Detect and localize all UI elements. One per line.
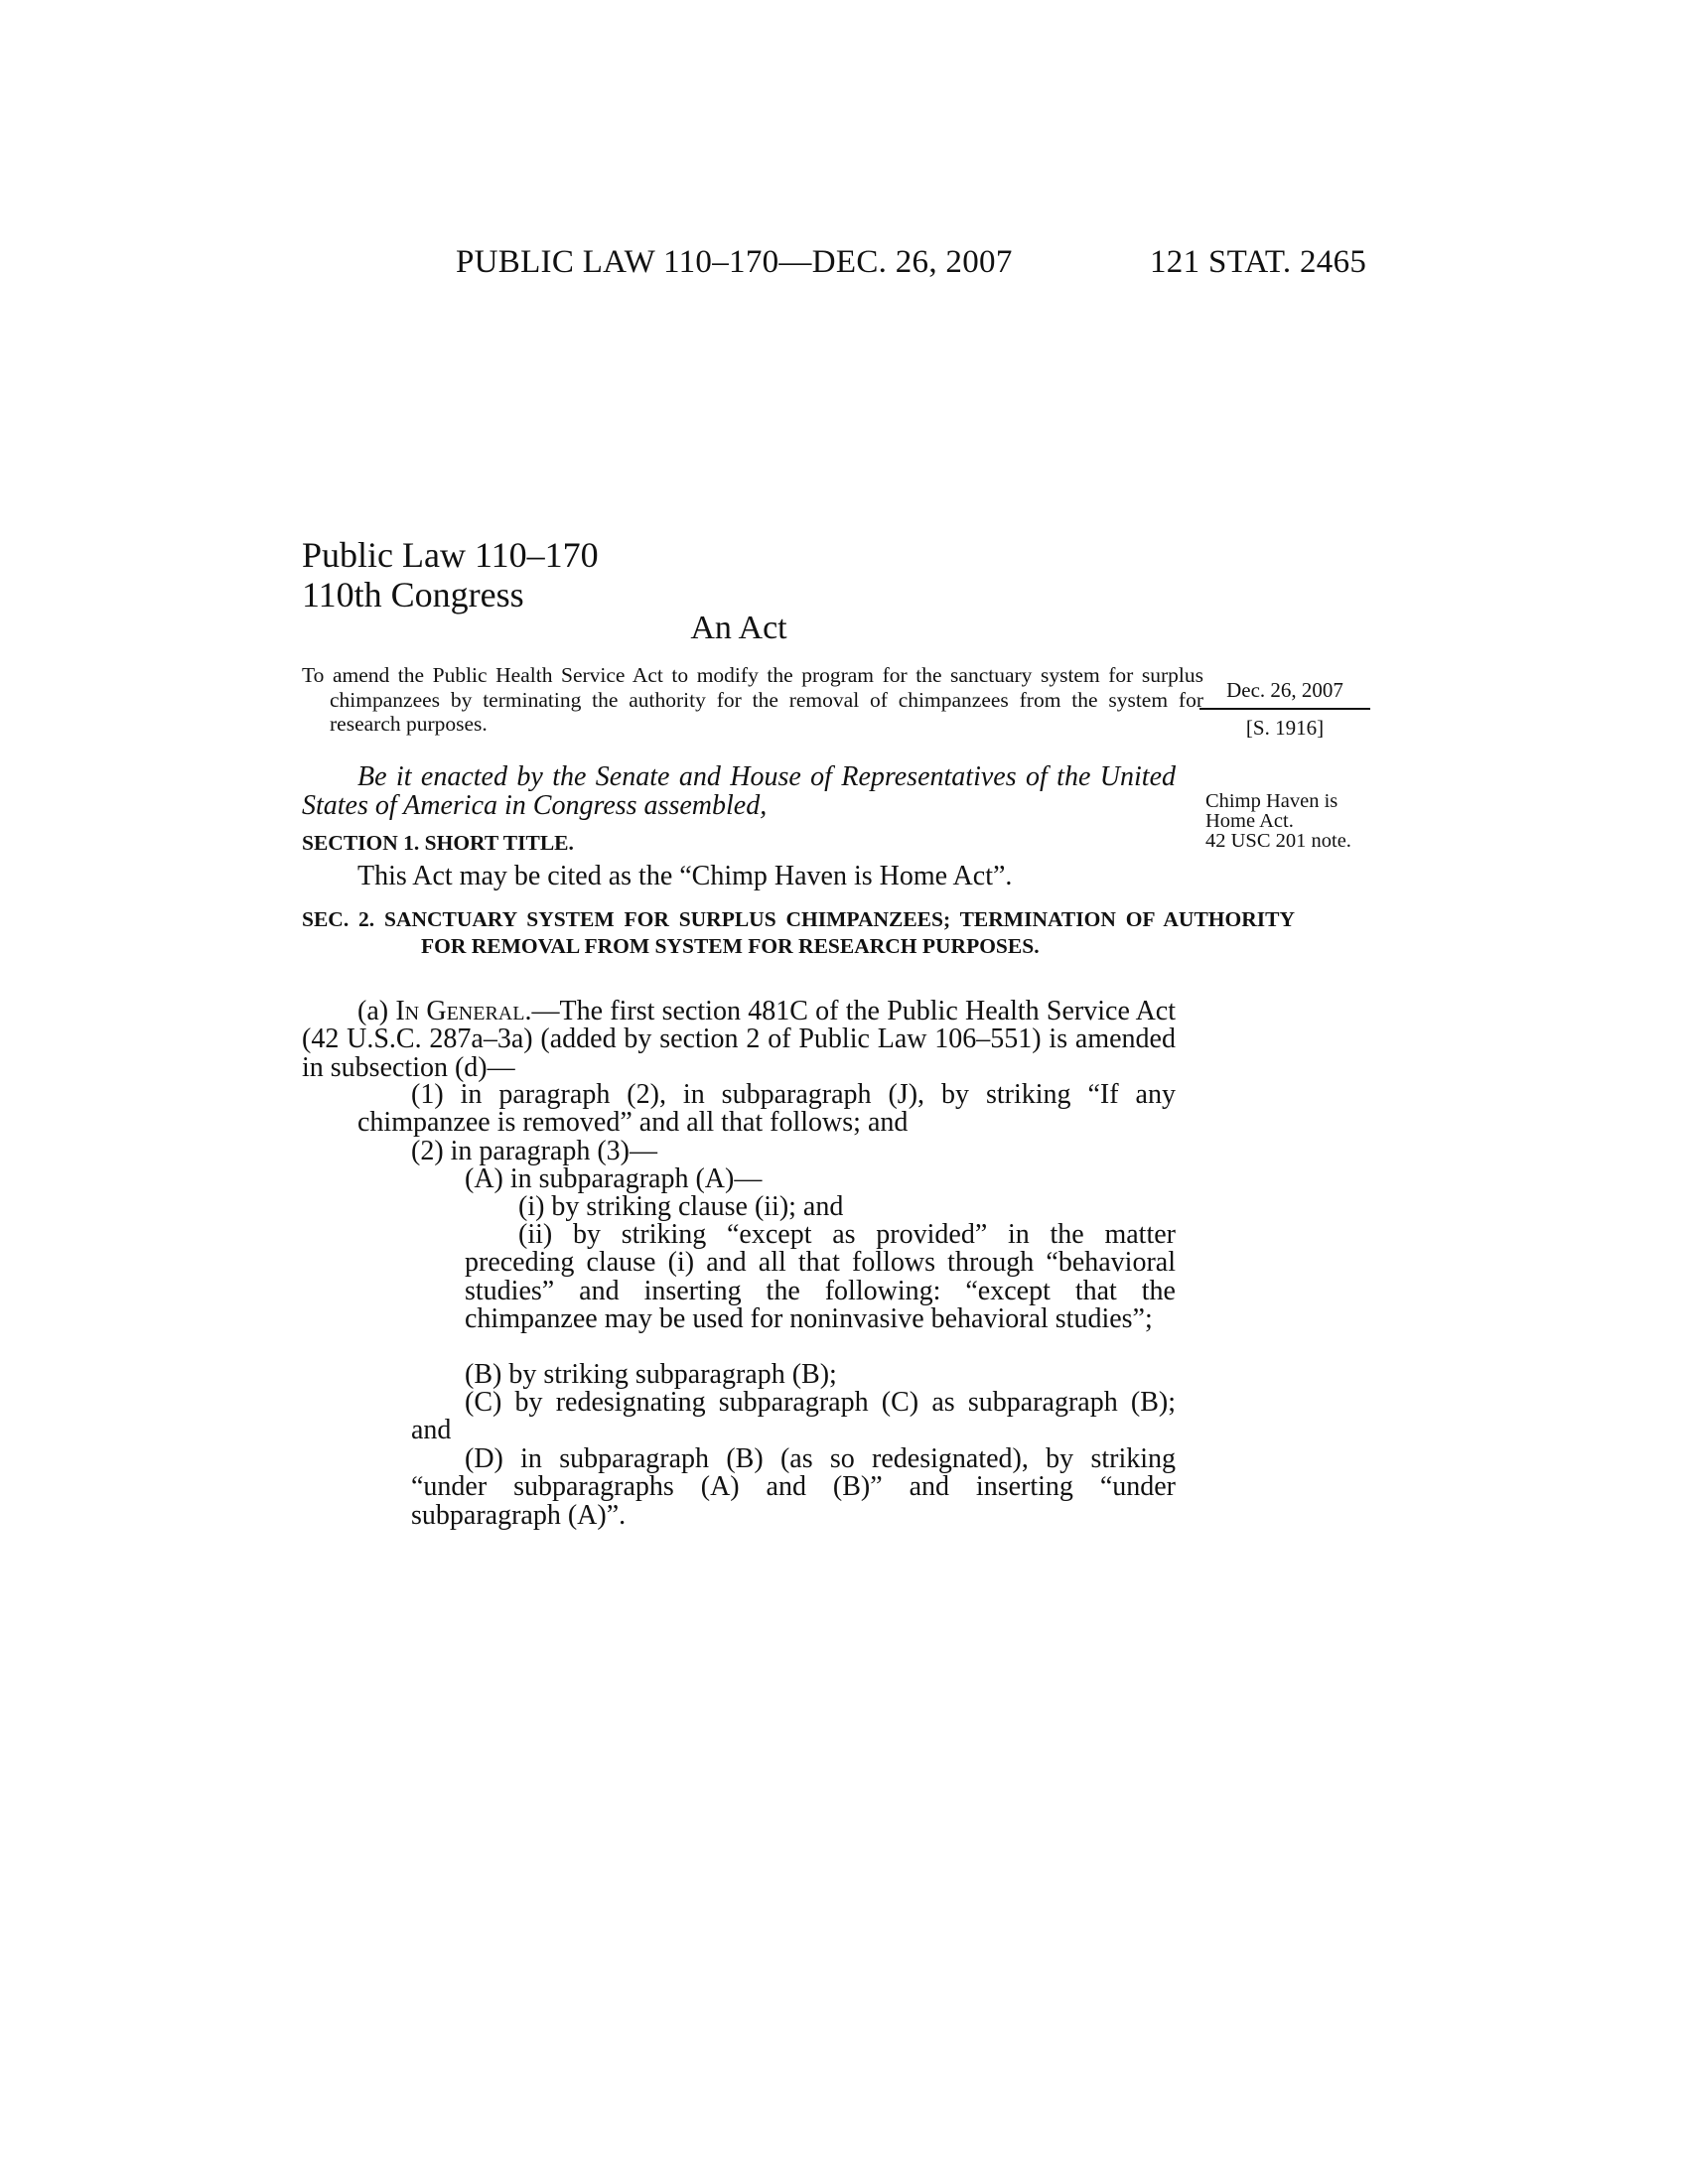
subsection-a-enum: (a) — [357, 996, 396, 1026]
paragraph-1: (1) in paragraph (2), in subparagraph (J), by striking “If any chimpanzee is removed” and all that follows; and — [357, 1079, 1176, 1139]
clause-2Ai: (i) by striking clause (ii); and — [518, 1191, 844, 1222]
margin-short-title-note — [1205, 791, 1374, 851]
margin-note-line: 42 USC 201 note. — [1205, 830, 1351, 852]
congress-number: 110th Congress — [302, 575, 524, 614]
margin-divider — [1199, 708, 1370, 710]
paragraph-2: (2) in paragraph (3)— — [411, 1136, 658, 1166]
section-1-heading: SECTION 1. SHORT TITLE. — [302, 831, 574, 855]
act-purpose: To amend the Public Health Service Act to modify the program for the sanctuary system for surplus chimpanzees by terminating the authority for the removal of chimpanzees from the system for research purposes. — [302, 663, 1203, 736]
public-law-number: Public Law 110–170 — [302, 535, 599, 575]
margin-enactment-date: Dec. 26, 2007 — [1226, 678, 1343, 702]
subsection-a-heading: In General. — [395, 996, 532, 1026]
running-header-statute-page: 121 STAT. 2465 — [1150, 244, 1367, 280]
running-header-citation: PUBLIC LAW 110–170—DEC. 26, 2007 — [456, 244, 1013, 280]
clause-2Aii: (ii) by striking “except as provided” in the matter preceding clause (i) and all that follows through “behavioral studies” and inserting the following: “except that the chimpanzee may be used for noninvasive behavioral studies”; — [465, 1219, 1176, 1334]
margin-note-line: Chimp Haven is — [1205, 790, 1338, 812]
enacting-clause: Be it enacted by the Senate and House of Representatives of the United States of America in Congress assembled, — [302, 761, 1176, 821]
subsection-a-text: —The first section 481C of the Public Health Service Act (42 U.S.C. 287a–3a) (added by section 2 of Public Law 106–551) is amended in subsection (d)— — [302, 996, 1177, 1083]
margin-note-line: Home Act. — [1205, 810, 1294, 832]
section-1-text: This Act may be cited as the “Chimp Haven is Home Act”. — [357, 861, 1013, 891]
subparagraph-2A: (A) in subparagraph (A)— — [465, 1163, 763, 1194]
subsection-a — [302, 998, 1176, 1082]
subparagraph-2C: (C) by redesignating subparagraph (C) as subparagraph (B); and — [411, 1387, 1176, 1446]
subparagraph-2B: (B) by striking subparagraph (B); — [465, 1359, 837, 1390]
margin-bill-number: [S. 1916] — [1245, 716, 1325, 740]
act-heading: An Act — [690, 610, 787, 646]
section-2-heading: SEC. 2. SANCTUARY SYSTEM FOR SURPLUS CHIMPANZEES; TERMINATION OF AUTHORITY FOR REMOVAL FROM SYSTEM FOR RESEARCH PURPOSES. — [302, 907, 1295, 958]
subparagraph-2D: (D) in subparagraph (B) (as so redesignated), by striking “under subparagraphs (A) and (B)” and inserting “under subparagraph (A)”. — [411, 1443, 1176, 1531]
